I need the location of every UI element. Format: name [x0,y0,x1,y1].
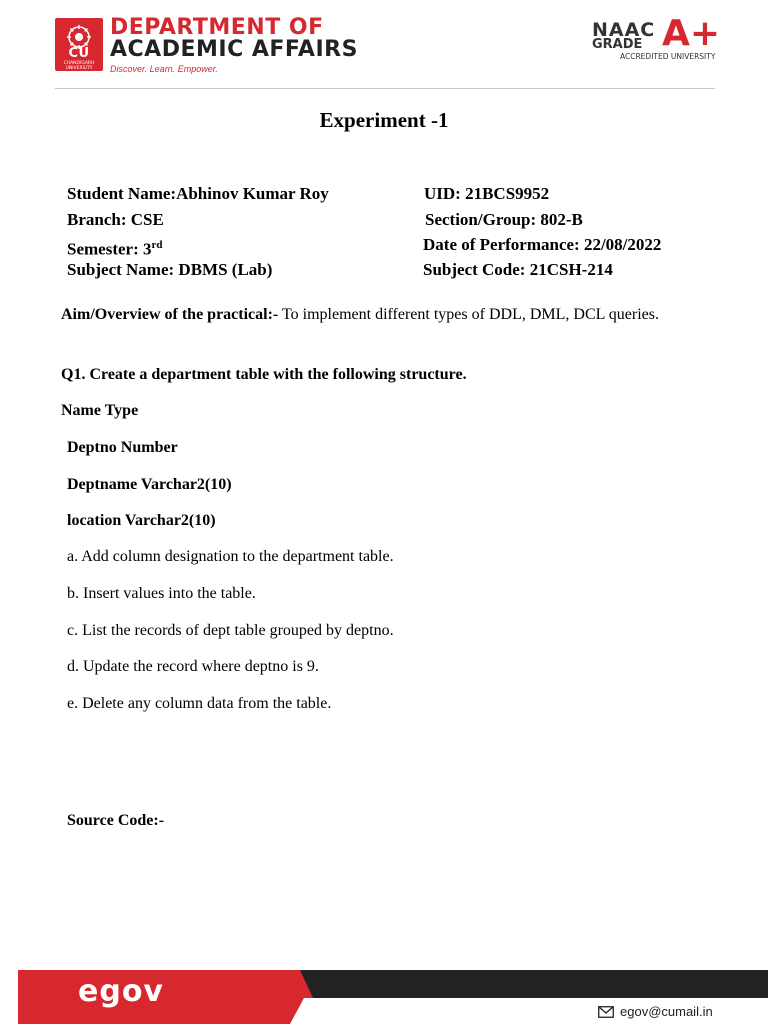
date-of-performance: Date of Performance: 22/08/2022 [423,235,662,254]
section-group: Section/Group: 802-B [425,210,583,229]
task-d: d. Update the record where deptno is 9. [67,658,319,675]
mail-icon [598,1006,614,1018]
student-uid: UID: 21BCS9952 [424,184,550,203]
page-title: Experiment -1 [319,108,449,132]
footer-band-dark [300,970,768,1000]
header-divider [55,88,715,89]
naac-grade-label: GRADE [592,37,643,52]
department-title-line1: DEPARTMENT OF [110,15,324,40]
semester-label: Semester: 3 [67,239,152,259]
naac-grade: A+ [662,13,721,54]
question-heading: Q1. Create a department table with the following structure. [61,366,467,383]
student-name: Student Name:Abhinov Kumar Roy [67,184,329,203]
aim-line [61,305,659,325]
source-code-label: Source Code:- [67,812,165,829]
naac-accredited: ACCREDITED UNIVERSITY [620,52,716,61]
task-b: b. Insert values into the table. [67,585,256,602]
structure-header: Name Type [61,402,139,419]
field-deptno: Deptno Number [67,439,178,456]
department-title-line2: ACADEMIC AFFAIRS [110,37,358,62]
egov-logo: egov [78,974,164,1009]
branch: Branch: CSE [67,210,164,229]
subject-name: Subject Name: DBMS (Lab) [67,260,273,279]
task-e: e. Delete any column data from the table. [67,695,332,712]
field-deptname: Deptname Varchar2(10) [67,476,232,493]
task-c: c. List the records of dept table grouped by deptno. [67,622,394,639]
semester [67,235,163,260]
contact-email[interactable]: egov@cumail.in [620,1004,713,1019]
task-a: a. Add column designation to the department table. [67,548,394,565]
aim-label: Aim/Overview of the practical:- [61,306,279,323]
university-logo [55,18,103,71]
subject-code: Subject Code: 21CSH-214 [423,260,613,279]
semester-suffix: rd [151,239,163,251]
tagline: Discover. Learn. Empower. [110,64,218,74]
naac-label: NAAC [592,19,656,41]
logo-subtext: CHANDIGARH UNIVERSITY [63,61,95,71]
aim-text: To implement different types of DDL, DML, DCL queries. [278,306,659,323]
logo-text: CU [68,46,90,61]
field-location: location Varchar2(10) [67,512,216,529]
